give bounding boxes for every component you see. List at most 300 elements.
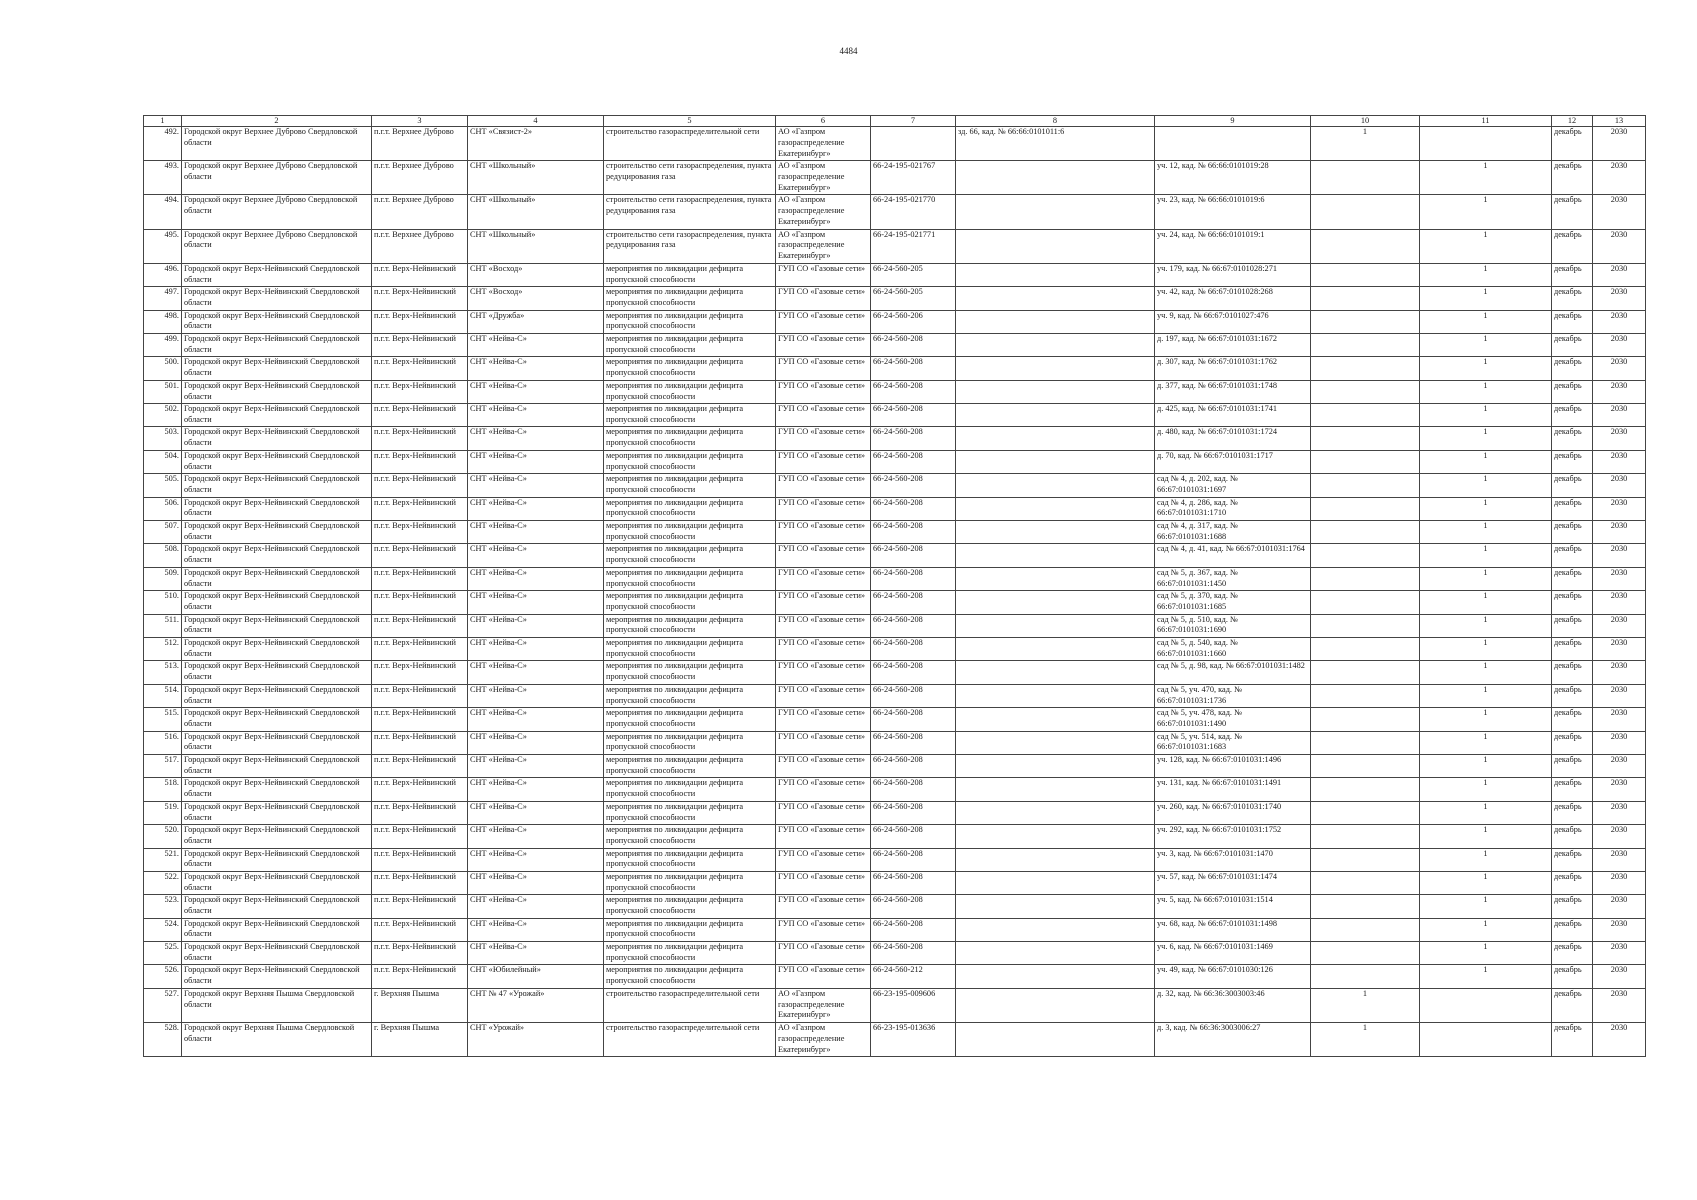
locality-cell: п.г.т. Верх-Нейвинский [372, 848, 468, 871]
year-cell: 2030 [1593, 127, 1646, 161]
district-cell: Городской округ Верх-Нейвинский Свердловской области [182, 263, 372, 286]
column-9-cell: сад № 5, уч. 478, кад. № 66:67:0101031:1490 [1155, 708, 1311, 731]
row-number-cell: 507. [144, 521, 182, 544]
table-row [144, 450, 1646, 473]
row-number-cell: 513. [144, 661, 182, 684]
organization-cell: ГУП СО «Газовые сети» [776, 638, 871, 661]
event-cell: мероприятия по ликвидации дефицита пропускной способности [604, 848, 776, 871]
code-cell: 66-24-560-208 [871, 404, 956, 427]
month-cell: декабрь [1552, 591, 1593, 614]
year-cell: 2030 [1593, 638, 1646, 661]
district-cell: Городской округ Верх-Нейвинский Свердловской области [182, 404, 372, 427]
column-8-cell [956, 427, 1155, 450]
month-cell: декабрь [1552, 263, 1593, 286]
column-8-cell [956, 521, 1155, 544]
column-10-cell [1311, 708, 1420, 731]
column-10-cell [1311, 731, 1420, 754]
event-cell: строительство сети газораспределения, пункта редуцирования газа [604, 161, 776, 195]
locality-cell: п.г.т. Верх-Нейвинский [372, 427, 468, 450]
month-cell: декабрь [1552, 287, 1593, 310]
column-11-cell: 1 [1420, 848, 1552, 871]
site-cell: СНТ «Нейва-С» [468, 450, 604, 473]
column-10-cell [1311, 195, 1420, 229]
column-header: 7 [871, 116, 956, 127]
event-cell: мероприятия по ликвидации дефицита пропускной способности [604, 754, 776, 777]
code-cell: 66-24-560-208 [871, 661, 956, 684]
year-cell: 2030 [1593, 287, 1646, 310]
event-cell: мероприятия по ликвидации дефицита пропускной способности [604, 380, 776, 403]
column-10-cell [1311, 567, 1420, 590]
column-10-cell [1311, 310, 1420, 333]
site-cell: СНТ «Школьный» [468, 195, 604, 229]
column-10-cell [1311, 287, 1420, 310]
code-cell: 66-24-560-208 [871, 848, 956, 871]
column-11-cell: 1 [1420, 942, 1552, 965]
column-9-cell: д. 307, кад. № 66:67:0101031:1762 [1155, 357, 1311, 380]
column-8-cell [956, 357, 1155, 380]
district-cell: Городской округ Верх-Нейвинский Свердловской области [182, 848, 372, 871]
event-cell: мероприятия по ликвидации дефицита пропускной способности [604, 310, 776, 333]
column-11-cell: 1 [1420, 778, 1552, 801]
column-8-cell [956, 333, 1155, 356]
table-row [144, 638, 1646, 661]
code-cell: 66-24-560-208 [871, 895, 956, 918]
row-number-cell: 494. [144, 195, 182, 229]
district-cell: Городской округ Верхняя Пышма Свердловской области [182, 1023, 372, 1057]
column-11-cell: 1 [1420, 871, 1552, 894]
column-11-cell: 1 [1420, 161, 1552, 195]
column-9-cell: уч. 68, кад. № 66:67:0101031:1498 [1155, 918, 1311, 941]
year-cell: 2030 [1593, 988, 1646, 1022]
event-cell: мероприятия по ликвидации дефицита пропускной способности [604, 661, 776, 684]
event-cell: мероприятия по ликвидации дефицита пропускной способности [604, 263, 776, 286]
month-cell: декабрь [1552, 638, 1593, 661]
district-cell: Городской округ Верх-Нейвинский Свердловской области [182, 567, 372, 590]
organization-cell: ГУП СО «Газовые сети» [776, 871, 871, 894]
row-number-cell: 526. [144, 965, 182, 988]
table-row [144, 521, 1646, 544]
event-cell: мероприятия по ликвидации дефицита пропускной способности [604, 287, 776, 310]
column-header: 3 [372, 116, 468, 127]
column-header: 13 [1593, 116, 1646, 127]
column-8-cell [956, 708, 1155, 731]
code-cell: 66-24-195-021767 [871, 161, 956, 195]
column-11-cell: 1 [1420, 287, 1552, 310]
district-cell: Городской округ Верх-Нейвинский Свердловской области [182, 638, 372, 661]
row-number-cell: 505. [144, 474, 182, 497]
column-9-cell: уч. 9, кад. № 66:67:0101027:476 [1155, 310, 1311, 333]
code-cell: 66-24-560-208 [871, 684, 956, 707]
locality-cell: п.г.т. Верх-Нейвинский [372, 918, 468, 941]
column-9-cell: сад № 5, д. 367, кад. № 66:67:0101031:1450 [1155, 567, 1311, 590]
row-number-cell: 525. [144, 942, 182, 965]
column-9-cell: уч. 131, кад. № 66:67:0101031:1491 [1155, 778, 1311, 801]
column-11-cell: 1 [1420, 754, 1552, 777]
year-cell: 2030 [1593, 497, 1646, 520]
column-9-cell: сад № 4, д. 41, кад. № 66:67:0101031:1764 [1155, 544, 1311, 567]
year-cell: 2030 [1593, 731, 1646, 754]
event-cell: мероприятия по ликвидации дефицита пропускной способности [604, 333, 776, 356]
organization-cell: ГУП СО «Газовые сети» [776, 310, 871, 333]
column-11-cell: 1 [1420, 380, 1552, 403]
month-cell: декабрь [1552, 333, 1593, 356]
column-11-cell: 1 [1420, 614, 1552, 637]
district-cell: Городской округ Верхнее Дуброво Свердловской области [182, 229, 372, 263]
event-cell: мероприятия по ликвидации дефицита пропускной способности [604, 450, 776, 473]
column-8-cell [956, 287, 1155, 310]
month-cell: декабрь [1552, 708, 1593, 731]
organization-cell: ГУП СО «Газовые сети» [776, 333, 871, 356]
column-9-cell: д. 197, кад. № 66:67:0101031:1672 [1155, 333, 1311, 356]
code-cell: 66-23-195-013636 [871, 1023, 956, 1057]
code-cell: 66-24-195-021770 [871, 195, 956, 229]
code-cell: 66-24-560-208 [871, 544, 956, 567]
row-number-cell: 502. [144, 404, 182, 427]
event-cell: мероприятия по ликвидации дефицита пропускной способности [604, 965, 776, 988]
column-header: 11 [1420, 116, 1552, 127]
site-cell: СНТ «Нейва-С» [468, 427, 604, 450]
event-cell: мероприятия по ликвидации дефицита пропускной способности [604, 357, 776, 380]
locality-cell: п.г.т. Верх-Нейвинский [372, 825, 468, 848]
locality-cell: п.г.т. Верх-Нейвинский [372, 638, 468, 661]
column-11-cell: 1 [1420, 731, 1552, 754]
column-header: 12 [1552, 116, 1593, 127]
year-cell: 2030 [1593, 263, 1646, 286]
column-10-cell [1311, 965, 1420, 988]
district-cell: Городской округ Верх-Нейвинский Свердловской области [182, 708, 372, 731]
table-row [144, 287, 1646, 310]
site-cell: СНТ «Нейва-С» [468, 731, 604, 754]
column-10-cell: 1 [1311, 127, 1420, 161]
column-11-cell: 1 [1420, 474, 1552, 497]
district-cell: Городской округ Верх-Нейвинский Свердловской области [182, 544, 372, 567]
column-9-cell: уч. 292, кад. № 66:67:0101031:1752 [1155, 825, 1311, 848]
table-row [144, 684, 1646, 707]
organization-cell: ГУП СО «Газовые сети» [776, 708, 871, 731]
district-cell: Городской округ Верх-Нейвинский Свердловской области [182, 521, 372, 544]
column-11-cell: 1 [1420, 195, 1552, 229]
column-11-cell: 1 [1420, 684, 1552, 707]
year-cell: 2030 [1593, 708, 1646, 731]
year-cell: 2030 [1593, 614, 1646, 637]
year-cell: 2030 [1593, 754, 1646, 777]
month-cell: декабрь [1552, 918, 1593, 941]
code-cell: 66-24-560-208 [871, 801, 956, 824]
event-cell: мероприятия по ликвидации дефицита пропускной способности [604, 614, 776, 637]
code-cell: 66-24-195-021771 [871, 229, 956, 263]
column-8-cell [956, 450, 1155, 473]
site-cell: СНТ «Нейва-С» [468, 404, 604, 427]
year-cell: 2030 [1593, 229, 1646, 263]
district-cell: Городской округ Верх-Нейвинский Свердловской области [182, 427, 372, 450]
locality-cell: п.г.т. Верхнее Дуброво [372, 195, 468, 229]
table-row [144, 988, 1646, 1022]
column-11-cell: 1 [1420, 497, 1552, 520]
table-body [144, 127, 1646, 1057]
month-cell: декабрь [1552, 474, 1593, 497]
site-cell: СНТ «Урожай» [468, 1023, 604, 1057]
year-cell: 2030 [1593, 427, 1646, 450]
table-row [144, 333, 1646, 356]
year-cell: 2030 [1593, 450, 1646, 473]
column-9-cell: сад № 4, д. 317, кад. № 66:67:0101031:1688 [1155, 521, 1311, 544]
row-number-cell: 495. [144, 229, 182, 263]
site-cell: СНТ «Нейва-С» [468, 357, 604, 380]
column-10-cell [1311, 778, 1420, 801]
code-cell: 66-24-560-208 [871, 521, 956, 544]
code-cell: 66-24-560-208 [871, 427, 956, 450]
code-cell: 66-24-560-208 [871, 450, 956, 473]
code-cell [871, 127, 956, 161]
year-cell: 2030 [1593, 871, 1646, 894]
year-cell: 2030 [1593, 195, 1646, 229]
table-row [144, 1023, 1646, 1057]
code-cell: 66-24-560-208 [871, 918, 956, 941]
district-cell: Городской округ Верхняя Пышма Свердловской области [182, 988, 372, 1022]
row-number-cell: 510. [144, 591, 182, 614]
column-10-cell [1311, 638, 1420, 661]
year-cell: 2030 [1593, 942, 1646, 965]
organization-cell: ГУП СО «Газовые сети» [776, 848, 871, 871]
table-row [144, 614, 1646, 637]
column-8-cell [956, 263, 1155, 286]
month-cell: декабрь [1552, 895, 1593, 918]
code-cell: 66-24-560-208 [871, 778, 956, 801]
year-cell: 2030 [1593, 310, 1646, 333]
locality-cell: п.г.т. Верх-Нейвинский [372, 684, 468, 707]
month-cell: декабрь [1552, 195, 1593, 229]
locality-cell: п.г.т. Верх-Нейвинский [372, 333, 468, 356]
locality-cell: п.г.т. Верх-Нейвинский [372, 754, 468, 777]
column-8-cell [956, 614, 1155, 637]
site-cell: СНТ «Нейва-С» [468, 918, 604, 941]
month-cell: декабрь [1552, 731, 1593, 754]
row-number-cell: 500. [144, 357, 182, 380]
code-cell: 66-24-560-208 [871, 380, 956, 403]
table-row [144, 754, 1646, 777]
organization-cell: ГУП СО «Газовые сети» [776, 895, 871, 918]
organization-cell: ГУП СО «Газовые сети» [776, 591, 871, 614]
column-header: 2 [182, 116, 372, 127]
table-row [144, 591, 1646, 614]
locality-cell: п.г.т. Верх-Нейвинский [372, 801, 468, 824]
district-cell: Городской округ Верх-Нейвинский Свердловской области [182, 825, 372, 848]
column-8-cell [956, 801, 1155, 824]
row-number-cell: 496. [144, 263, 182, 286]
locality-cell: п.г.т. Верх-Нейвинский [372, 521, 468, 544]
site-cell: СНТ «Нейва-С» [468, 778, 604, 801]
month-cell: декабрь [1552, 754, 1593, 777]
district-cell: Городской округ Верх-Нейвинский Свердловской области [182, 591, 372, 614]
district-cell: Городской округ Верх-Нейвинский Свердловской области [182, 918, 372, 941]
column-8-cell [956, 591, 1155, 614]
column-10-cell [1311, 229, 1420, 263]
locality-cell: п.г.т. Верхнее Дуброво [372, 127, 468, 161]
site-cell: СНТ «Нейва-С» [468, 684, 604, 707]
column-9-cell: уч. 179, кад. № 66:67:0101028:271 [1155, 263, 1311, 286]
row-number-cell: 527. [144, 988, 182, 1022]
site-cell: СНТ «Школьный» [468, 161, 604, 195]
column-9-cell: уч. 6, кад. № 66:67:0101031:1469 [1155, 942, 1311, 965]
organization-cell: ГУП СО «Газовые сети» [776, 778, 871, 801]
month-cell: декабрь [1552, 544, 1593, 567]
table-row [144, 942, 1646, 965]
column-8-cell [956, 825, 1155, 848]
column-8-cell [956, 778, 1155, 801]
event-cell: мероприятия по ликвидации дефицита пропускной способности [604, 825, 776, 848]
year-cell: 2030 [1593, 684, 1646, 707]
column-11-cell: 1 [1420, 310, 1552, 333]
event-cell: мероприятия по ликвидации дефицита пропускной способности [604, 591, 776, 614]
row-number-cell: 497. [144, 287, 182, 310]
table-row [144, 778, 1646, 801]
column-9-cell: д. 425, кад. № 66:67:0101031:1741 [1155, 404, 1311, 427]
column-header: 6 [776, 116, 871, 127]
organization-cell: ГУП СО «Газовые сети» [776, 544, 871, 567]
row-number-cell: 499. [144, 333, 182, 356]
locality-cell: п.г.т. Верх-Нейвинский [372, 474, 468, 497]
organization-cell: ГУП СО «Газовые сети» [776, 942, 871, 965]
table-row [144, 661, 1646, 684]
site-cell: СНТ «Нейва-С» [468, 544, 604, 567]
month-cell: декабрь [1552, 357, 1593, 380]
column-8-cell [956, 871, 1155, 894]
organization-cell: ГУП СО «Газовые сети» [776, 474, 871, 497]
month-cell: декабрь [1552, 450, 1593, 473]
table-row [144, 544, 1646, 567]
row-number-cell: 517. [144, 754, 182, 777]
site-cell: СНТ № 47 «Урожай» [468, 988, 604, 1022]
organization-cell: ГУП СО «Газовые сети» [776, 404, 871, 427]
column-8-cell [956, 684, 1155, 707]
table-row [144, 404, 1646, 427]
column-8-cell [956, 988, 1155, 1022]
district-cell: Городской округ Верхнее Дуброво Свердловской области [182, 195, 372, 229]
table-row [144, 229, 1646, 263]
column-8-cell [956, 942, 1155, 965]
locality-cell: п.г.т. Верх-Нейвинский [372, 450, 468, 473]
table-row [144, 127, 1646, 161]
row-number-cell: 509. [144, 567, 182, 590]
site-cell: СНТ «Нейва-С» [468, 567, 604, 590]
organization-cell: ГУП СО «Газовые сети» [776, 731, 871, 754]
locality-cell: п.г.т. Верх-Нейвинский [372, 731, 468, 754]
month-cell: декабрь [1552, 825, 1593, 848]
column-11-cell: 1 [1420, 427, 1552, 450]
locality-cell: п.г.т. Верх-Нейвинский [372, 965, 468, 988]
table-row [144, 801, 1646, 824]
organization-cell: ГУП СО «Газовые сети» [776, 521, 871, 544]
site-cell: СНТ «Нейва-С» [468, 661, 604, 684]
column-9-cell: уч. 49, кад. № 66:67:0101030:126 [1155, 965, 1311, 988]
column-11-cell: 1 [1420, 229, 1552, 263]
column-11-cell: 1 [1420, 591, 1552, 614]
column-11-cell: 1 [1420, 918, 1552, 941]
table-row [144, 567, 1646, 590]
locality-cell: п.г.т. Верх-Нейвинский [372, 497, 468, 520]
column-9-cell: уч. 12, кад. № 66:66:0101019:28 [1155, 161, 1311, 195]
column-8-cell [956, 895, 1155, 918]
column-11-cell: 1 [1420, 638, 1552, 661]
column-10-cell [1311, 427, 1420, 450]
column-10-cell [1311, 871, 1420, 894]
year-cell: 2030 [1593, 848, 1646, 871]
district-cell: Городской округ Верх-Нейвинский Свердловской области [182, 731, 372, 754]
site-cell: СНТ «Нейва-С» [468, 474, 604, 497]
row-number-cell: 501. [144, 380, 182, 403]
district-cell: Городской округ Верх-Нейвинский Свердловской области [182, 380, 372, 403]
column-9-cell: уч. 128, кад. № 66:67:0101031:1496 [1155, 754, 1311, 777]
organization-cell: АО «Газпром газораспределение Екатеринбург» [776, 161, 871, 195]
code-cell: 66-24-560-208 [871, 825, 956, 848]
locality-cell: п.г.т. Верх-Нейвинский [372, 778, 468, 801]
column-10-cell [1311, 497, 1420, 520]
column-10-cell [1311, 380, 1420, 403]
column-10-cell [1311, 474, 1420, 497]
row-number-cell: 528. [144, 1023, 182, 1057]
column-10-cell [1311, 684, 1420, 707]
month-cell: декабрь [1552, 161, 1593, 195]
column-header: 8 [956, 116, 1155, 127]
table-row [144, 474, 1646, 497]
organization-cell: ГУП СО «Газовые сети» [776, 825, 871, 848]
column-8-cell [956, 404, 1155, 427]
code-cell: 66-23-195-009606 [871, 988, 956, 1022]
column-11-cell: 1 [1420, 567, 1552, 590]
month-cell: декабрь [1552, 801, 1593, 824]
month-cell: декабрь [1552, 988, 1593, 1022]
year-cell: 2030 [1593, 544, 1646, 567]
column-8-cell [956, 965, 1155, 988]
month-cell: декабрь [1552, 661, 1593, 684]
column-9-cell: сад № 5, уч. 470, кад. № 66:67:0101031:1736 [1155, 684, 1311, 707]
site-cell: СНТ «Нейва-С» [468, 754, 604, 777]
table-row [144, 965, 1646, 988]
table-row [144, 195, 1646, 229]
organization-cell: ГУП СО «Газовые сети» [776, 450, 871, 473]
column-10-cell [1311, 161, 1420, 195]
month-cell: декабрь [1552, 684, 1593, 707]
district-cell: Городской округ Верх-Нейвинский Свердловской области [182, 357, 372, 380]
site-cell: СНТ «Нейва-С» [468, 614, 604, 637]
event-cell: мероприятия по ликвидации дефицита пропускной способности [604, 895, 776, 918]
column-9-cell: сад № 5, д. 370, кад. № 66:67:0101031:1685 [1155, 591, 1311, 614]
site-cell: СНТ «Нейва-С» [468, 895, 604, 918]
organization-cell: ГУП СО «Газовые сети» [776, 684, 871, 707]
column-11-cell: 1 [1420, 801, 1552, 824]
year-cell: 2030 [1593, 333, 1646, 356]
register-table [143, 115, 1646, 1057]
column-11-cell [1420, 1023, 1552, 1057]
table-row [144, 871, 1646, 894]
month-cell: декабрь [1552, 127, 1593, 161]
month-cell: декабрь [1552, 942, 1593, 965]
column-9-cell: уч. 5, кад. № 66:67:0101031:1514 [1155, 895, 1311, 918]
year-cell: 2030 [1593, 357, 1646, 380]
event-cell: мероприятия по ликвидации дефицита пропускной способности [604, 942, 776, 965]
column-9-cell: уч. 260, кад. № 66:67:0101031:1740 [1155, 801, 1311, 824]
table-row [144, 161, 1646, 195]
row-number-cell: 514. [144, 684, 182, 707]
column-8-cell [956, 161, 1155, 195]
organization-cell: ГУП СО «Газовые сети» [776, 614, 871, 637]
organization-cell: ГУП СО «Газовые сети» [776, 427, 871, 450]
row-number-cell: 515. [144, 708, 182, 731]
column-10-cell [1311, 895, 1420, 918]
column-9-cell: сад № 5, д. 540, кад. № 66:67:0101031:1660 [1155, 638, 1311, 661]
locality-cell: г. Верхняя Пышма [372, 1023, 468, 1057]
row-number-cell: 503. [144, 427, 182, 450]
